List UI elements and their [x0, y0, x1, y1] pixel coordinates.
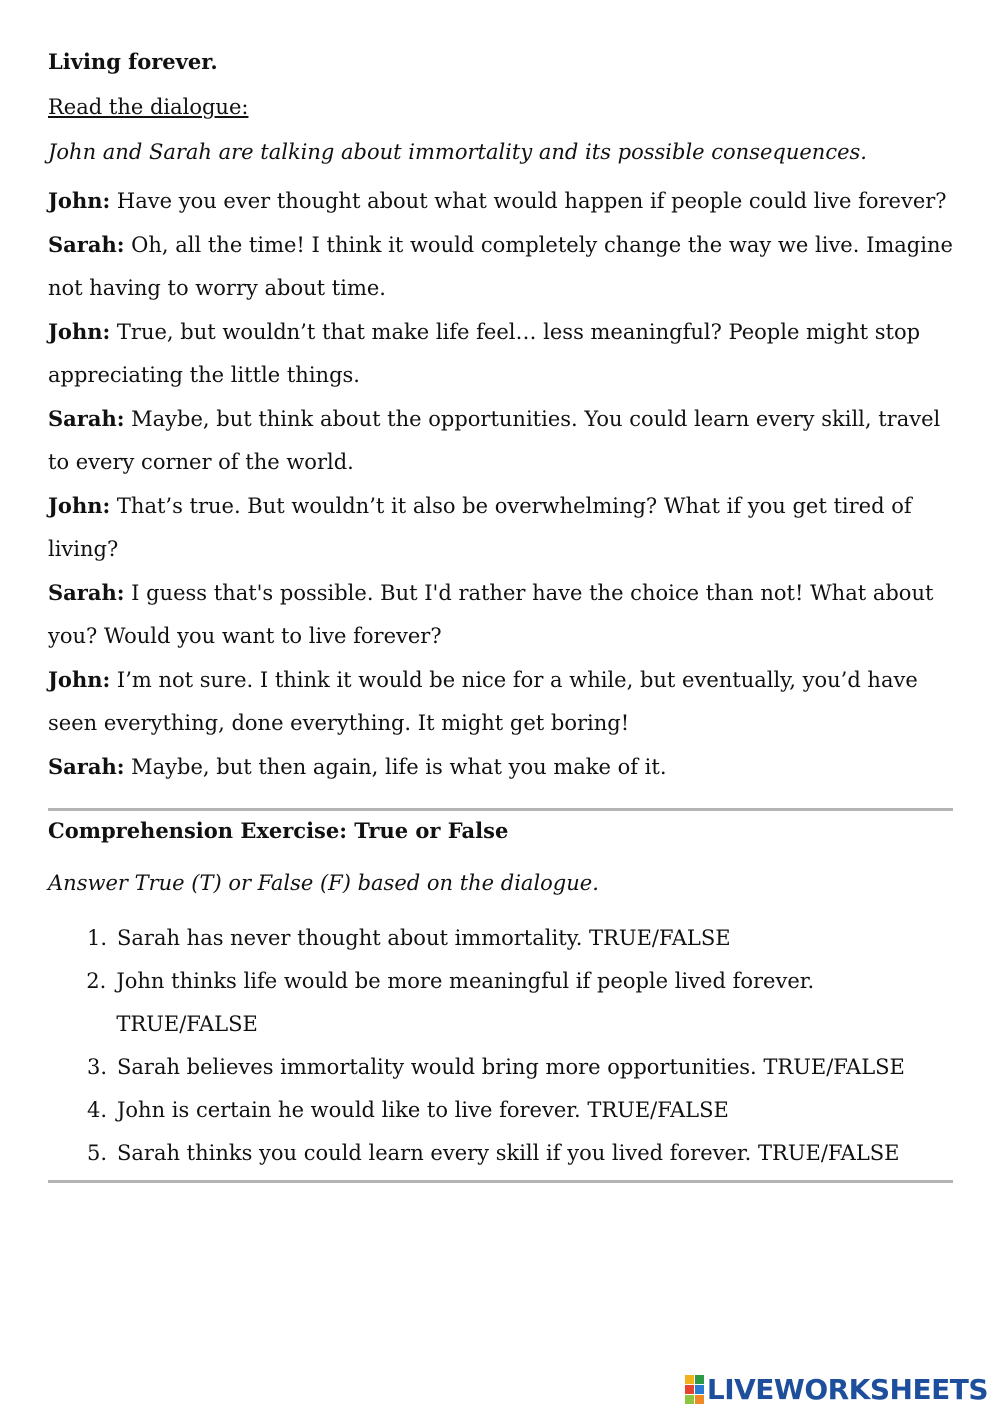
speaker-label: Sarah: [48, 232, 125, 257]
dialogue-line-6 [48, 571, 953, 658]
question-item [48, 917, 953, 960]
speaker-label: John: [48, 667, 111, 692]
dialogue-line-3 [48, 310, 953, 397]
question-text: Sarah thinks you could learn every skill if you lived forever. TRUE/FALSE [117, 1141, 900, 1165]
page-title: Living forever. [48, 49, 218, 74]
speaker-label: John: [48, 319, 111, 344]
dialogue-text: Have you ever thought about what would happen if people could live forever? [110, 189, 947, 213]
speaker-label: Sarah: [48, 406, 125, 431]
question-item [48, 1046, 953, 1089]
brand-wordmark: LIVEWORKSHEETS [706, 1373, 988, 1406]
liveworksheets-logo-icon [685, 1375, 704, 1404]
dialogue-intro: John and Sarah are talking about immortality and its possible consequences. [48, 140, 867, 164]
dialogue-line-4 [48, 397, 953, 484]
question-text: Sarah believes immortality would bring more opportunities. TRUE/FALSE [117, 1055, 905, 1079]
question-text: Sarah has never thought about immortality. TRUE/FALSE [117, 926, 731, 950]
speaker-label: Sarah: [48, 754, 125, 779]
dialogue-text: I guess that's possible. But I'd rather have the choice than not! What about you? Would you want to live forever? [48, 581, 934, 648]
question-number: 3. [86, 1055, 107, 1079]
dialogue-line-5 [48, 484, 953, 571]
section-divider [48, 808, 953, 811]
dialogue-line-8 [48, 745, 953, 789]
liveworksheets-brand [685, 1373, 988, 1406]
question-text: John is certain he would like to live forever. TRUE/FALSE [117, 1098, 729, 1122]
dialogue-text: I’m not sure. I think it would be nice for a while, but eventually, you’d have seen everything, done everything. It might get boring! [48, 668, 918, 735]
question-number: 2. [86, 969, 107, 993]
question-item [48, 1089, 953, 1132]
logo-block [685, 1375, 694, 1384]
question-number: 1. [86, 926, 107, 950]
dialogue-line-1 [48, 179, 953, 223]
dialogue-line-7 [48, 658, 953, 745]
logo-block [695, 1375, 704, 1384]
exercise-title: Comprehension Exercise: True or False [48, 818, 509, 843]
section-divider [48, 1180, 953, 1183]
logo-block [685, 1385, 694, 1394]
question-item [48, 960, 953, 1046]
comprehension-exercise [48, 813, 953, 1175]
dialogue-text: Oh, all the time! I think it would completely change the way we live. Imagine not having to worry about time. [48, 233, 953, 300]
question-text: John thinks life would be more meaningful if people lived forever. TRUE/FALSE [116, 969, 815, 1036]
logo-block [685, 1395, 694, 1404]
dialogue-line-2 [48, 223, 953, 310]
dialogue-text: Maybe, but think about the opportunities. You could learn every skill, travel to every corner of the world. [48, 407, 941, 474]
worksheet-body [48, 44, 953, 789]
logo-block [695, 1385, 704, 1394]
exercise-instruction: Answer True (T) or False (F) based on the dialogue. [48, 871, 599, 895]
speaker-label: Sarah: [48, 580, 125, 605]
question-number: 5. [86, 1141, 107, 1165]
read-instruction: Read the dialogue: [48, 95, 249, 119]
dialogue [48, 179, 953, 789]
dialogue-text: Maybe, but then again, life is what you make of it. [124, 755, 667, 779]
question-number: 4. [86, 1098, 107, 1122]
question-list [48, 917, 953, 1175]
dialogue-text: True, but wouldn’t that make life feel… less meaningful? People might stop appreciating the little things. [48, 320, 921, 387]
logo-block [695, 1395, 704, 1404]
speaker-label: John: [48, 188, 111, 213]
question-item [48, 1132, 953, 1175]
dialogue-text: That’s true. But wouldn’t it also be overwhelming? What if you get tired of living? [48, 494, 912, 561]
speaker-label: John: [48, 493, 111, 518]
